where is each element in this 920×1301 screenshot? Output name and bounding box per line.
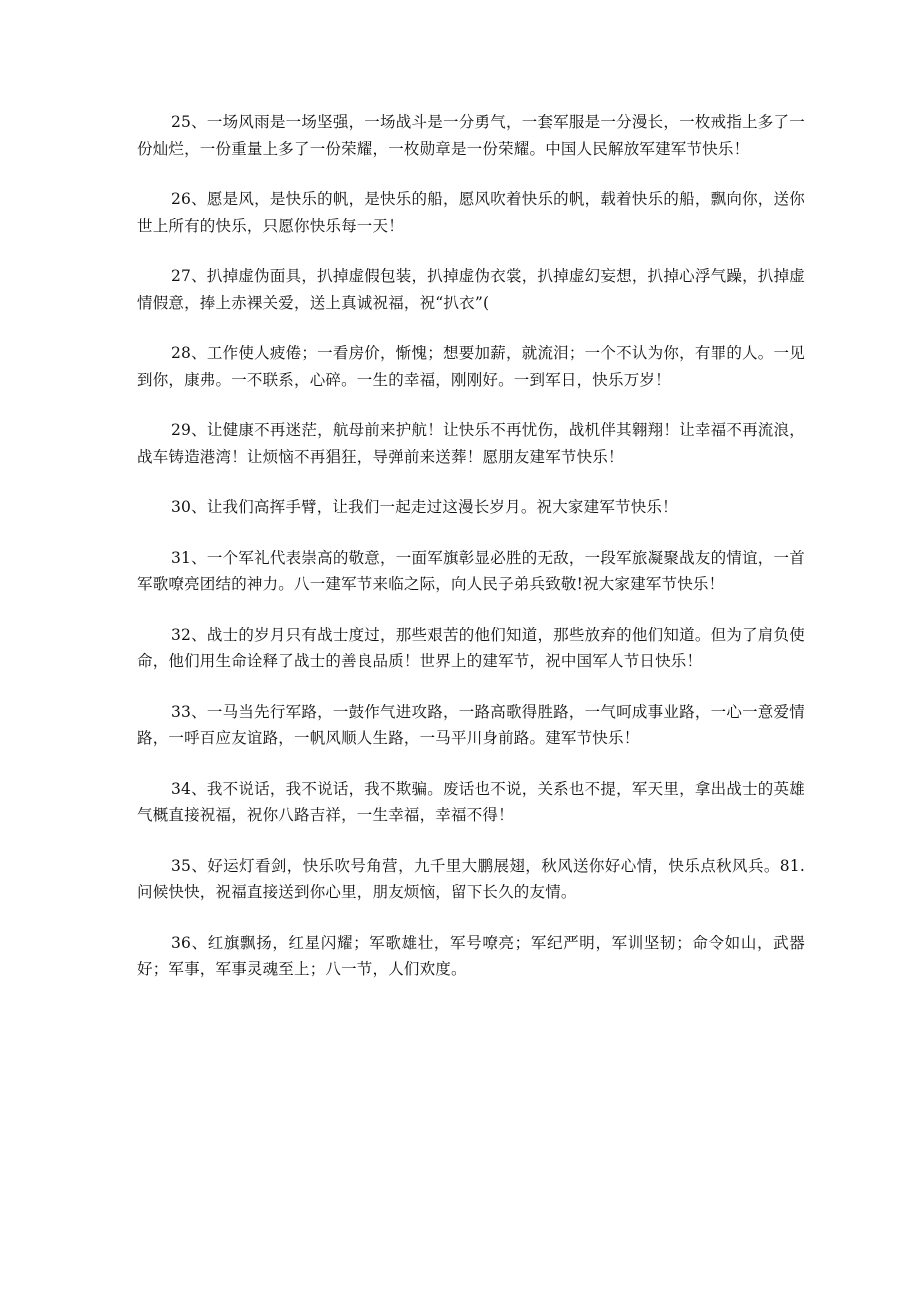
- paragraph-31: 31、一个军礼代表崇高的敬意，一面军旗彰显必胜的无敌，一段军旅凝聚战友的情谊，一首军歌嘹亮团结的神力。八一建军节来临之际，向人民子弟兵致敬!祝大家建军节快乐！: [137, 548, 805, 593]
- paragraph-35: 35、好运灯看剑，快乐吹号角营，九千里大鹏展翅，秋风送你好心情，快乐点秋风兵。81.问候快快，祝福直接送到你心里，朋友烦恼，留下长久的友情。: [137, 856, 805, 901]
- document-body: [137, 109, 805, 1007]
- paragraph-25: 25、一场风雨是一场坚强，一场战斗是一分勇气，一套军服是一分漫长，一枚戒指上多了一份灿烂，一份重量上多了一份荣耀，一枚勋章是一份荣耀。中国人民解放军建军节快乐！: [137, 113, 805, 158]
- paragraph-36: 36、红旗飘扬，红星闪耀；军歌雄壮，军号嘹亮；军纪严明，军训坚韧；命令如山，武器好；军事，军事灵魂至上；八一节，人们欢度。: [137, 933, 805, 978]
- paragraph-26: 26、愿是风，是快乐的帆，是快乐的船，愿风吹着快乐的帆，载着快乐的船，飘向你，送你世上所有的快乐，只愿你快乐每一天！: [137, 190, 805, 235]
- paragraph-29: 29、让健康不再迷茫，航母前来护航！让快乐不再忧伤，战机伴其翱翔！让幸福不再流浪，战车铸造港湾！让烦恼不再猖狂，导弹前来送葬！愿朋友建军节快乐！: [137, 421, 805, 466]
- paragraph-30: 30、让我们高挥手臂，让我们一起走过这漫长岁月。祝大家建军节快乐！: [171, 498, 678, 516]
- paragraph-27: 27、扒掉虚伪面具，扒掉虚假包装，扒掉虚伪衣裳，扒掉虚幻妄想，扒掉心浮气躁，扒掉虚情假意，捧上赤裸关爱，送上真诚祝福，祝“扒衣”(: [137, 267, 805, 312]
- paragraph-32: 32、战士的岁月只有战士度过，那些艰苦的他们知道，那些放弃的他们知道。但为了肩负使命，他们用生命诠释了战士的善良品质！世界上的建军节，祝中国军人节日快乐！: [137, 625, 805, 670]
- paragraph-34: 34、我不说话，我不说话，我不欺骗。废话也不说，关系也不提，军天里，拿出战士的英雄气概直接祝福，祝你八路吉祥，一生幸福，幸福不得！: [137, 779, 805, 824]
- paragraph-28: 28、工作使人疲倦；一看房价，惭愧；想要加薪，就流泪；一个不认为你，有罪的人。一见到你，康弗。一不联系，心碎。一生的幸福，刚刚好。一到军日，快乐万岁！: [137, 344, 805, 389]
- paragraph-33: 33、一马当先行军路，一鼓作气进攻路，一路高歌得胜路，一气呵成事业路，一心一意爱情路，一呼百应友谊路，一帆风顺人生路，一马平川身前路。建军节快乐！: [137, 702, 805, 747]
